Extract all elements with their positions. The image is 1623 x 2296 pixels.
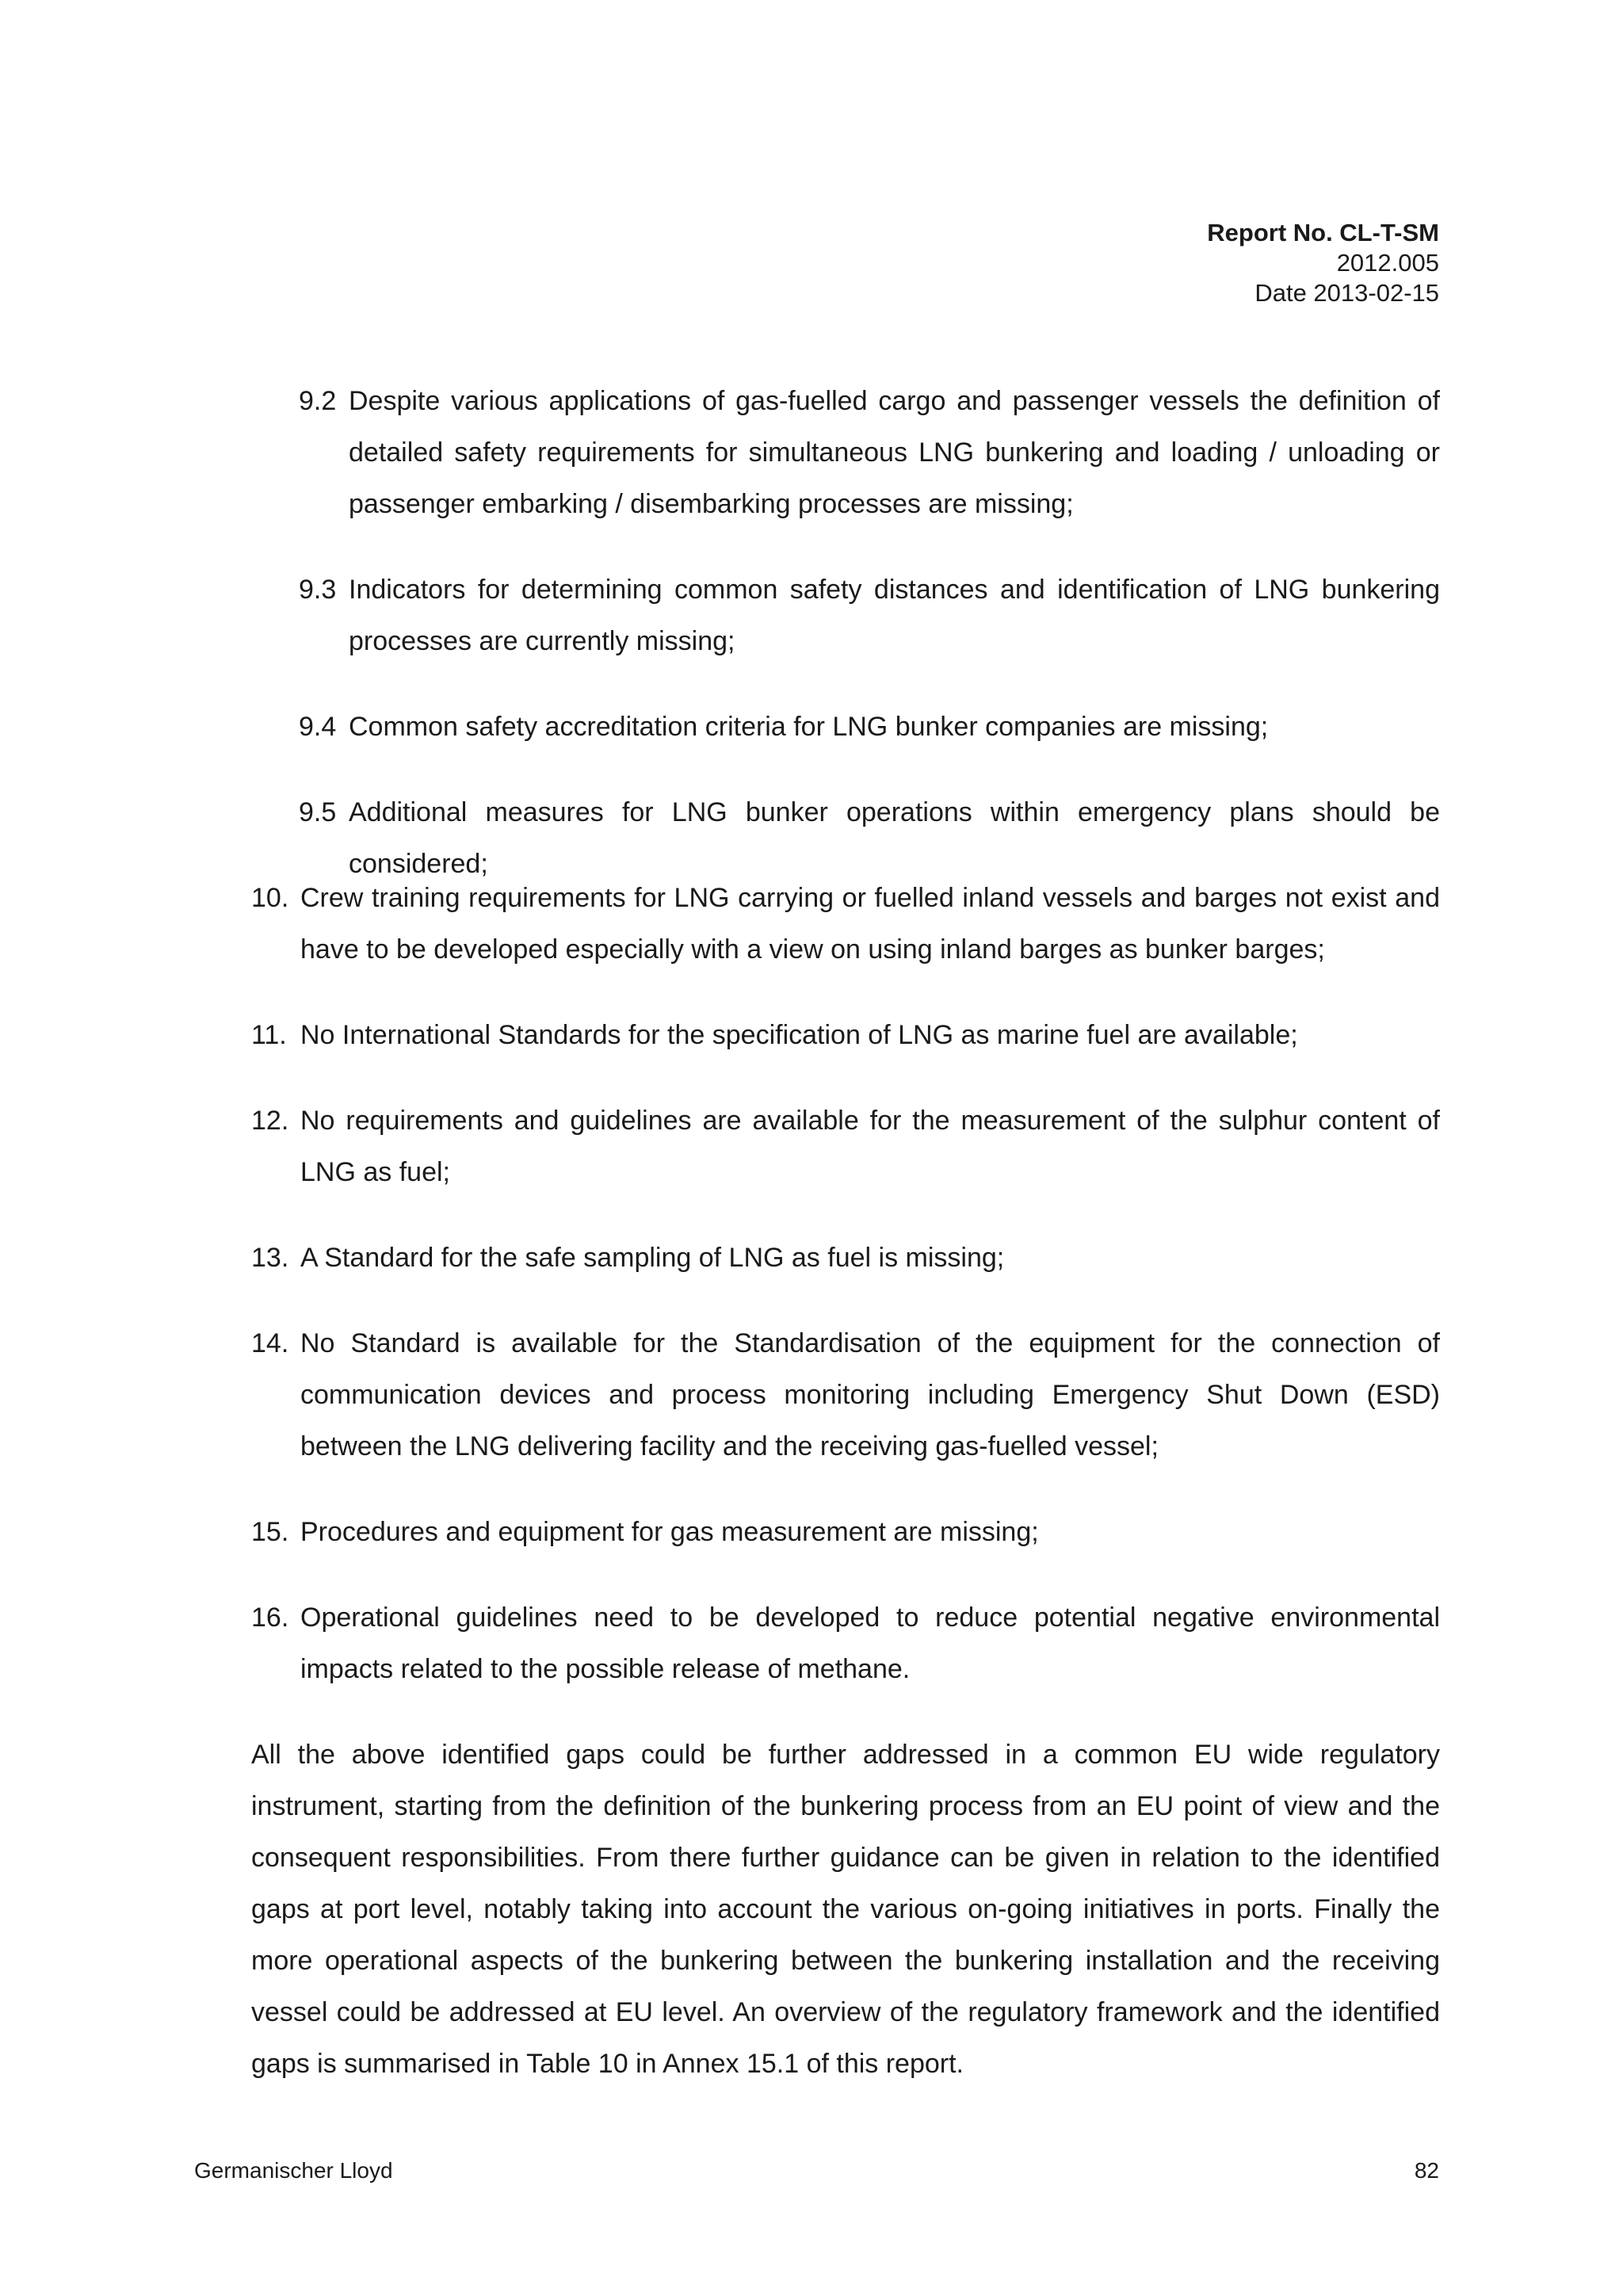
list-item-text: Crew training requirements for LNG carrying or fuelled inland vessels and barges not exist and have to be developed especially with a view on using inland barges as bunker barges; <box>300 883 1440 965</box>
list-item-9-3 <box>299 564 1440 667</box>
report-number-value: 2012.005 <box>1336 249 1439 277</box>
list-item-number: 9.5 <box>299 797 337 827</box>
list-item-12 <box>251 1095 1440 1198</box>
footer-page-number: 82 <box>1414 2158 1439 2183</box>
list-item-text: No Standard is available for the Standardisation of the equipment for the connection of communication devices and process monitoring including Emergency Shut Down (ESD) between the LNG delivering facility and the receiving gas-fuelled vessel; <box>300 1328 1440 1461</box>
list-item-text: Procedures and equipment for gas measurement are missing; <box>300 1517 1039 1547</box>
list-item-11 <box>251 1010 1440 1061</box>
list-item-14 <box>251 1318 1440 1473</box>
list-item-10 <box>251 873 1440 976</box>
list-item-number: 11. <box>251 1020 287 1050</box>
list-item-number: 13. <box>251 1243 289 1273</box>
footer-company: Germanischer Lloyd <box>194 2158 393 2183</box>
list-item-number: 9.3 <box>299 575 337 605</box>
list-item-text: Indicators for determining common safety distances and identification of LNG bunkering processes are currently missing; <box>349 575 1440 656</box>
list-item-text: Operational guidelines need to be developed to reduce potential negative environmental impacts related to the possible release of methane. <box>300 1603 1440 1684</box>
list-item-text: No requirements and guidelines are available for the measurement of the sulphur content of LNG as fuel; <box>300 1106 1440 1187</box>
list-item-9-2 <box>299 376 1440 530</box>
list-item-number: 15. <box>251 1517 289 1547</box>
list-item-text: Despite various applications of gas-fuelled cargo and passenger vessels the definition of detailed safety requirements for simultaneous LNG bunkering and loading / unloading or passenger embarking / disembarking processes are missing; <box>349 386 1440 519</box>
list-item-16 <box>251 1592 1440 1695</box>
report-number-label: Report No. CL-T-SM <box>1207 219 1439 246</box>
list-item-15 <box>251 1507 1440 1558</box>
report-header <box>1207 218 1439 308</box>
list-item-text: Common safety accreditation criteria for LNG bunker companies are missing; <box>349 712 1269 742</box>
list-item-number: 14. <box>251 1328 289 1358</box>
list-item-number: 10. <box>251 883 289 913</box>
list-item-number: 12. <box>251 1106 289 1136</box>
summary-paragraph: All the above identified gaps could be further addressed in a common EU wide regulatory instrument, starting from the definition of the bunkering process from an EU point of view and the consequent responsibilities. From there further guidance can be given in relation to the identified gaps at port level, notably taking into account the various on-going initiatives in ports. Finally the more operational aspects of the bunkering between the bunkering installation and the receiving vessel could be addressed at EU level. An overview of the regulatory framework and the identified gaps is summarised in Table 10 in Annex 15.1 of this report. <box>251 1740 1440 2079</box>
list-item-number: 9.2 <box>299 386 337 416</box>
report-date: Date 2013-02-15 <box>1254 279 1439 307</box>
list-item-text: Additional measures for LNG bunker operations within emergency plans should be considered; <box>349 797 1440 879</box>
list-item-number: 16. <box>251 1603 289 1633</box>
list-item-number: 9.4 <box>299 712 337 742</box>
list-item-13 <box>251 1232 1440 1284</box>
list-item-text: No International Standards for the specification of LNG as marine fuel are available; <box>300 1020 1298 1050</box>
list-item-9-4 <box>299 701 1440 753</box>
list-item-text: A Standard for the safe sampling of LNG as fuel is missing; <box>300 1243 1005 1273</box>
